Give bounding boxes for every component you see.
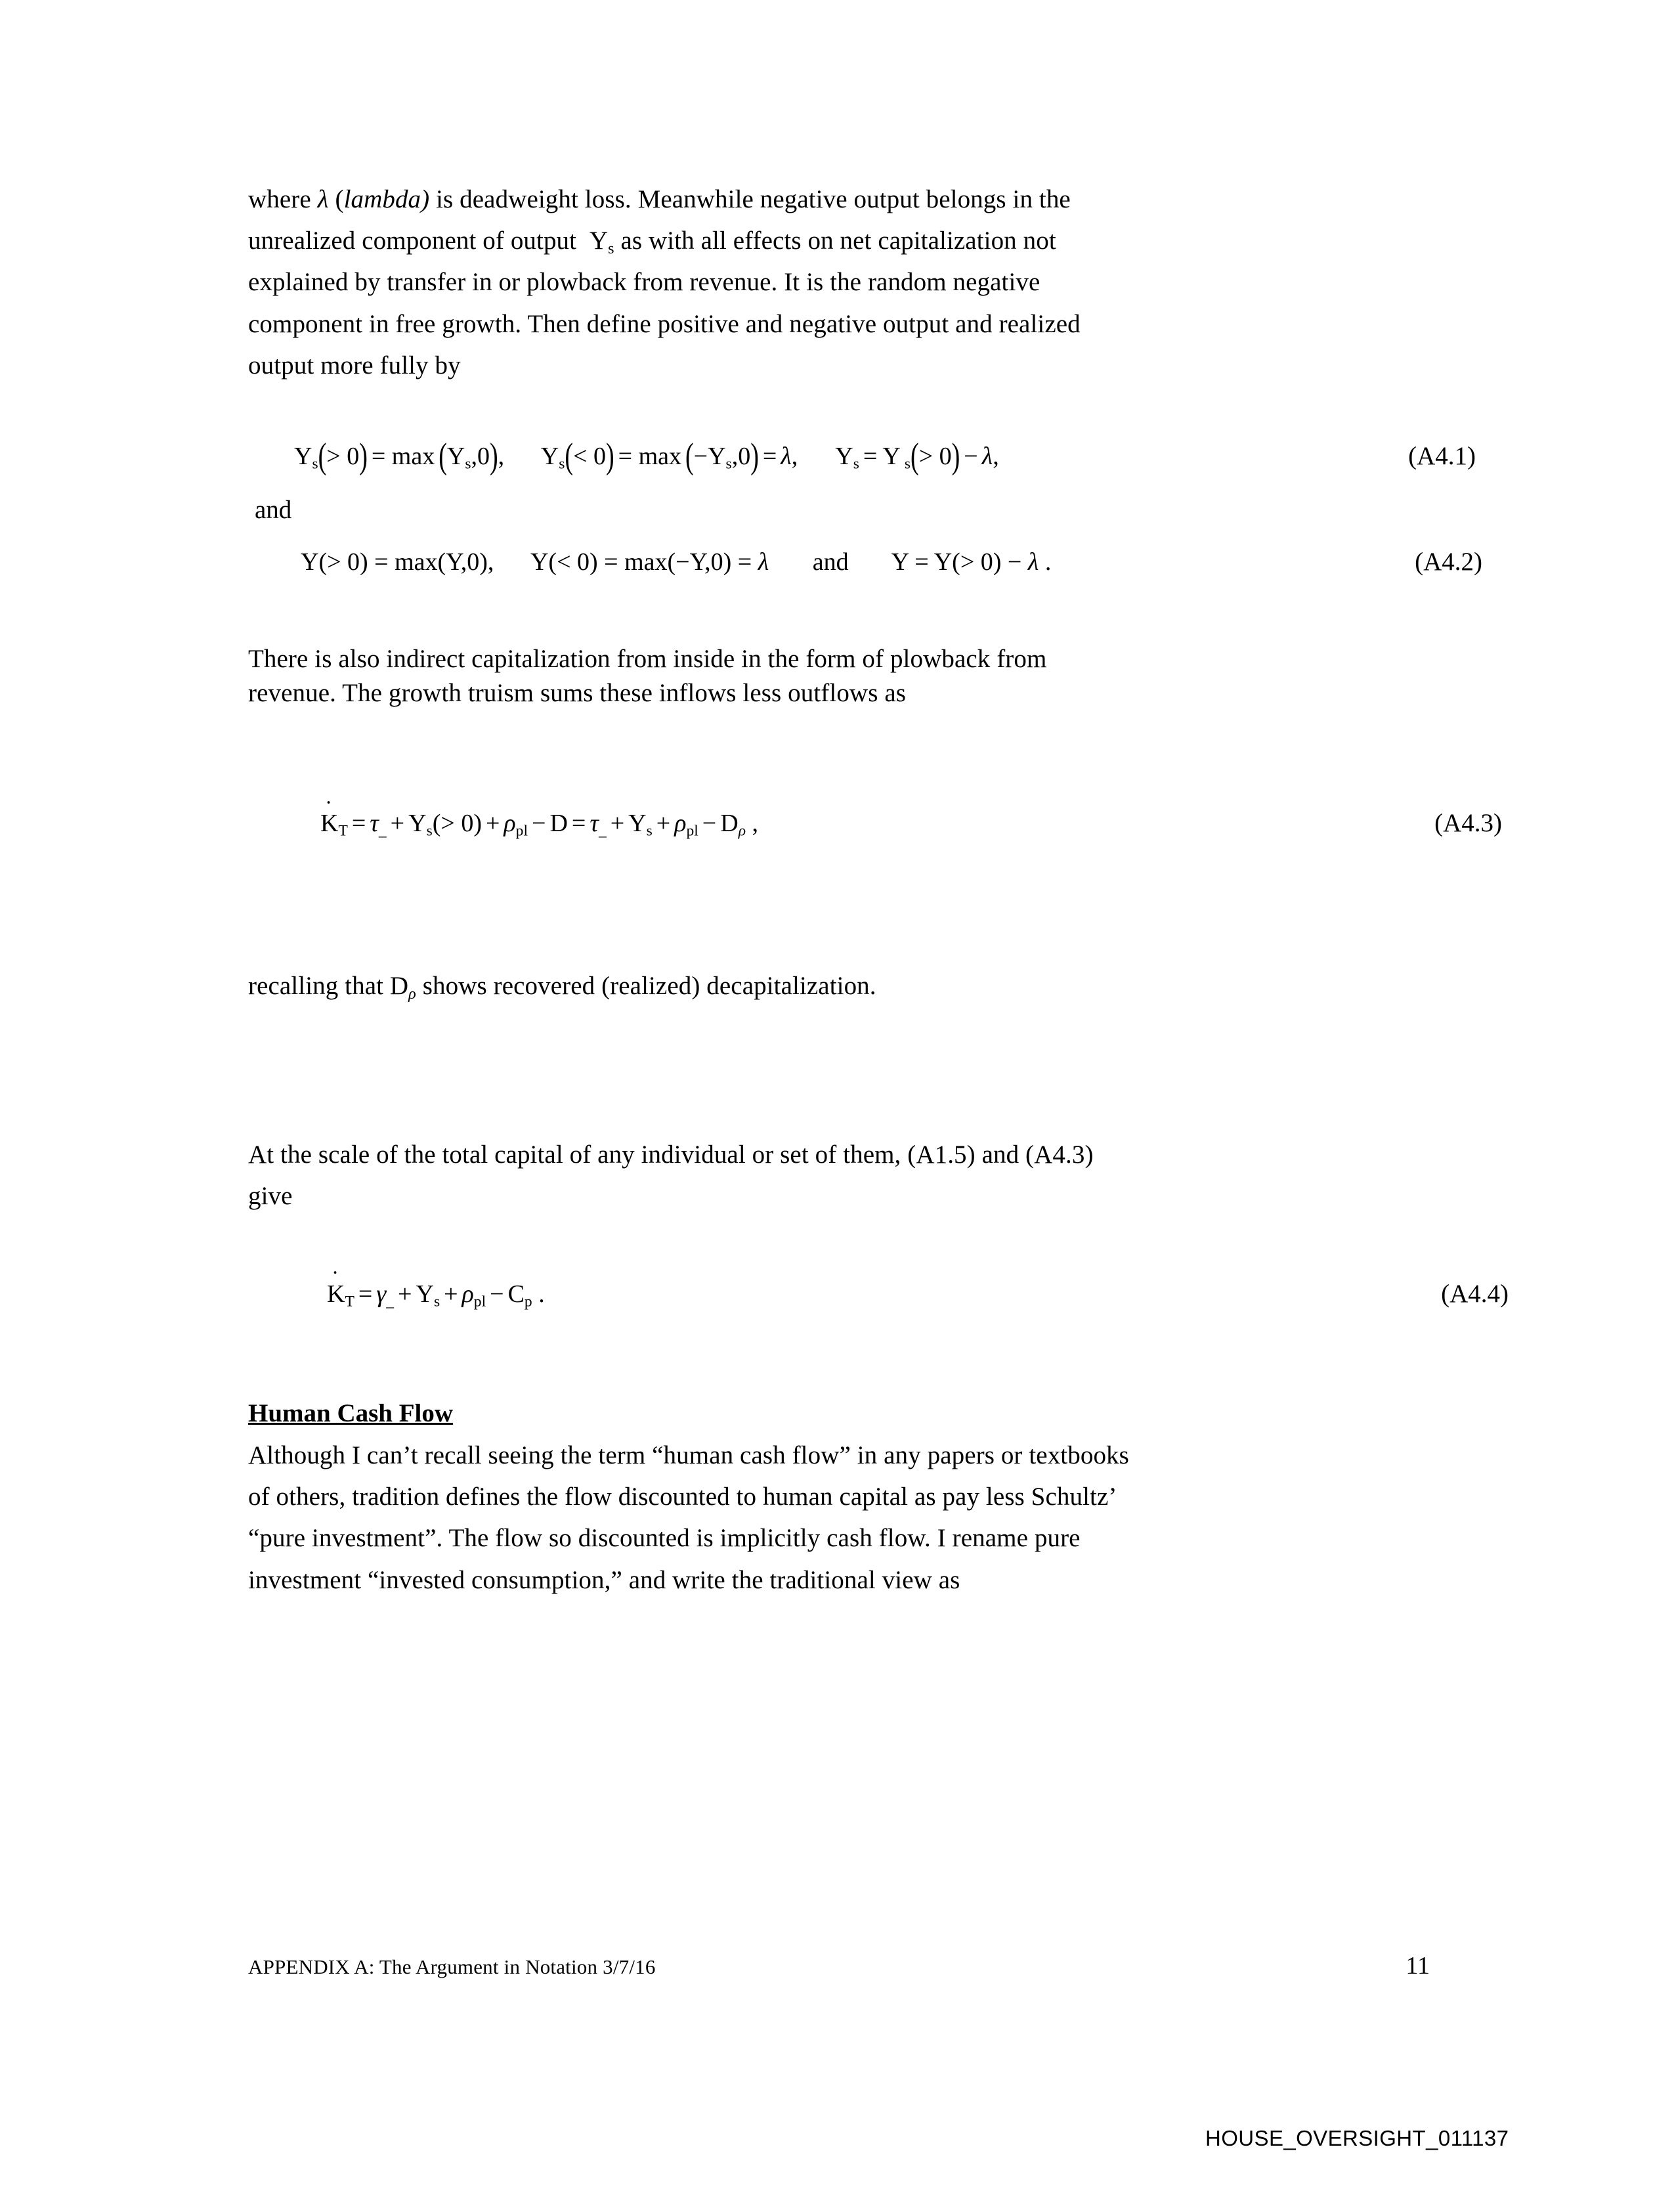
footer-page-number: 11 xyxy=(1406,1952,1430,1980)
eq-a44-plus2: + xyxy=(444,1280,458,1308)
text-hcf-line1: Although I can’t recall seeing the term “human cash flow” in any papers or textbooks xyxy=(248,1441,1129,1470)
eq-a43-y: Y xyxy=(408,810,427,838)
text-aswith: as with all effects on net capitalization not xyxy=(620,227,1056,255)
eq3-cond: > 0 xyxy=(918,442,952,470)
eq-a43-y2: Y xyxy=(628,810,647,838)
paragraph-recalling xyxy=(248,965,1430,1007)
footer-appendix-label: APPENDIX A: The Argument in Notation 3/7/16 xyxy=(248,1955,656,1978)
eq1-cond: > 0 xyxy=(326,442,360,470)
eq3-y-sub: s xyxy=(853,455,859,473)
eq-a42-lambda1: λ xyxy=(758,548,769,576)
text-hcf-line4: investment “invested consumption,” and write the traditional view as xyxy=(248,1565,960,1594)
equation-a4-2 xyxy=(248,547,1482,576)
eq2-equals: = xyxy=(762,442,777,470)
text-indirect-line1: There is also indirect capitalization from inside in the form of plowback from xyxy=(248,645,1047,674)
eq-a43-rho-sub: pl xyxy=(515,822,528,840)
text-paren-open: ( xyxy=(328,185,344,213)
eq-a43-kdot: ˙ K xyxy=(320,809,338,838)
eq-a42-comma: , xyxy=(487,548,494,576)
text-scale-line2: give xyxy=(248,1182,293,1211)
eq-a44-minus: − xyxy=(490,1280,504,1308)
eq-a44-y: Y xyxy=(416,1280,434,1308)
paragraph-indirect-capitalization xyxy=(248,642,1430,710)
eq2-cond: < 0 xyxy=(573,442,606,470)
equation-a4-3 xyxy=(248,808,1502,840)
bates-stamp: HOUSE_OVERSIGHT_011137 xyxy=(1205,2126,1509,2150)
text-hcf-line2: of others, tradition defines the flow discounted to human capital as pay less Schultz’ xyxy=(248,1483,1117,1511)
eq3-minus: − xyxy=(964,442,978,470)
symbol-Y-subscript: s xyxy=(608,239,614,257)
eq1-max: = max xyxy=(371,442,435,470)
equation-a4-2-tag: (A4.2) xyxy=(1415,548,1482,576)
eq1-arg-sub: s xyxy=(465,455,471,473)
text-indirect-line2: revenue. The growth truism sums these inflows less outflows as xyxy=(248,678,907,707)
symbol-lambda: λ xyxy=(317,185,329,213)
eq-a44-plus1: + xyxy=(398,1280,412,1308)
text-unrealized: unrealized component of output xyxy=(248,227,577,255)
page-footer xyxy=(248,1951,1430,1980)
eq3-y: Y xyxy=(835,442,853,470)
equation-a4-1-tag: (A4.1) xyxy=(1408,441,1476,470)
eq-a43-d: D xyxy=(549,810,568,838)
eq-a44-rho-sub: pl xyxy=(473,1293,486,1311)
eq-a43-rho2-sub: pl xyxy=(686,822,698,840)
text-recalling-a: recalling that D xyxy=(248,971,409,1000)
eq-a43-d2-sub: ρ xyxy=(738,822,746,840)
eq-a43-ycond: (> 0) xyxy=(432,810,482,838)
text-scale-line1: At the scale of the total capital of any individual or set of them, (A1.5) and (A4.3) xyxy=(248,1140,1094,1169)
text-explained: explained by transfer in or plowback from revenue. It is the random negative xyxy=(248,268,1041,297)
text-hcf-line3: “pure investment”. The flow so discounted is implicitly cash flow. I rename pure xyxy=(248,1524,1081,1553)
eq-a43-plus2: + xyxy=(485,810,500,838)
eq-a43-plus4: + xyxy=(656,810,671,838)
paragraph-intro xyxy=(248,179,1430,386)
text-and-connector: and xyxy=(255,496,292,525)
symbol-Y: Y xyxy=(589,227,609,255)
eq-a43-equals2: = xyxy=(571,810,586,838)
eq1-arg-y: Y xyxy=(446,442,465,470)
equation-a4-3-tag: (A4.3) xyxy=(1434,809,1502,838)
eq-a43-tau2: τ xyxy=(590,810,599,838)
eq-a43-comma: , xyxy=(752,810,758,838)
eq2-max: = max xyxy=(618,442,681,470)
eq-a43-equals: = xyxy=(351,810,366,838)
equation-a4-2-body xyxy=(301,548,1051,576)
eq-a42-and: and xyxy=(812,548,849,576)
eq-a42-lambda2: λ xyxy=(1027,548,1039,576)
eq-a44-gamma-sub: _ xyxy=(386,1293,395,1311)
text-recalling-b: shows recovered (realized) decapitalization. xyxy=(422,971,876,1000)
text-component: component in free growth. Then define positive and negative output and realized xyxy=(248,309,1081,338)
eq-a43-minus1: − xyxy=(532,810,546,838)
eq3-lambda: λ xyxy=(981,442,993,470)
eq-a44-rho: ρ xyxy=(461,1280,474,1308)
eq-a42-term2: Y(< 0) = max(−Y,0) = xyxy=(530,548,752,576)
eq-a43-plus1: + xyxy=(390,810,405,838)
eq-a43-tau1-sub: _ xyxy=(378,822,387,840)
eq-a44-gamma: γ xyxy=(376,1280,387,1308)
eq1-arg-zero: ,0 xyxy=(471,442,490,470)
eq-a44-c: C xyxy=(507,1280,525,1308)
equation-a4-4 xyxy=(248,1279,1509,1311)
eq3-y2-sub: s xyxy=(904,455,911,473)
eq-a43-y-sub: s xyxy=(426,822,433,840)
equation-a4-1 xyxy=(248,436,1476,477)
eq2-arg-neg: −Y xyxy=(693,442,726,470)
eq-a43-plus3: + xyxy=(610,810,625,838)
eq-a42-term3: Y = Y(> 0) − xyxy=(891,548,1022,576)
eq1-y-sub: s xyxy=(312,455,318,473)
eq3-equals: = Y xyxy=(863,442,901,470)
eq-a43-tau1: τ xyxy=(370,810,379,838)
eq-a43-rho2: ρ xyxy=(674,810,687,838)
paragraph-scale xyxy=(248,1134,1430,1217)
text-deadweight: is deadweight loss. Meanwhile negative output belongs in the xyxy=(429,185,1071,213)
eq2-y: Y xyxy=(540,442,559,470)
text-where: where xyxy=(248,185,318,213)
eq-a43-y2-sub: s xyxy=(646,822,653,840)
eq1-y: Y xyxy=(294,442,312,470)
paragraph-human-cash-flow xyxy=(248,1435,1430,1601)
eq-a44-kdot: ˙ K xyxy=(327,1280,345,1309)
eq-a44-k-sub: T xyxy=(345,1293,354,1311)
text-outputmore: output more fully by xyxy=(248,351,461,380)
eq-a42-term1: Y(> 0) = max(Y,0) xyxy=(301,548,488,576)
eq3-comma: , xyxy=(993,442,999,470)
equation-a4-3-body xyxy=(320,809,758,840)
eq-a42-period: . xyxy=(1044,548,1052,576)
symbol-D-rho-sub: ρ xyxy=(408,984,416,1003)
eq-a43-rho: ρ xyxy=(504,810,516,838)
eq2-y-sub: s xyxy=(559,455,565,473)
eq2-lambda: λ xyxy=(781,442,792,470)
eq-a44-equals: = xyxy=(358,1280,373,1308)
eq-a44-y-sub: s xyxy=(433,1293,440,1311)
eq-a43-tau2-sub: _ xyxy=(598,822,607,840)
eq-a44-period: . xyxy=(538,1280,545,1308)
eq1-comma: , xyxy=(498,442,505,470)
eq2-arg-sub: s xyxy=(725,455,732,473)
eq2-comma: , xyxy=(791,442,798,470)
equation-a4-4-tag: (A4.4) xyxy=(1441,1279,1509,1308)
equation-a4-4-body xyxy=(327,1280,545,1311)
eq-a43-d2: D xyxy=(720,810,739,838)
eq-a43-minus2: − xyxy=(702,810,717,838)
eq2-arg-zero: ,0 xyxy=(731,442,751,470)
eq-a43-k-sub: T xyxy=(338,822,348,840)
document-body xyxy=(248,179,1509,1601)
equation-a4-1-body: $Y_s(> 0) = \max (Y_s,0)$, $Y_s(< 0) = \max (-Y_s,0) = \lambda$, $Y_s = Y$ $_s$(> 0) − λ, xyxy=(294,436,999,477)
eq-a44-c-sub: p xyxy=(524,1293,532,1311)
text-lambda-word: lambda) xyxy=(343,185,430,213)
section-heading-human-cash-flow: Human Cash Flow xyxy=(248,1399,454,1428)
